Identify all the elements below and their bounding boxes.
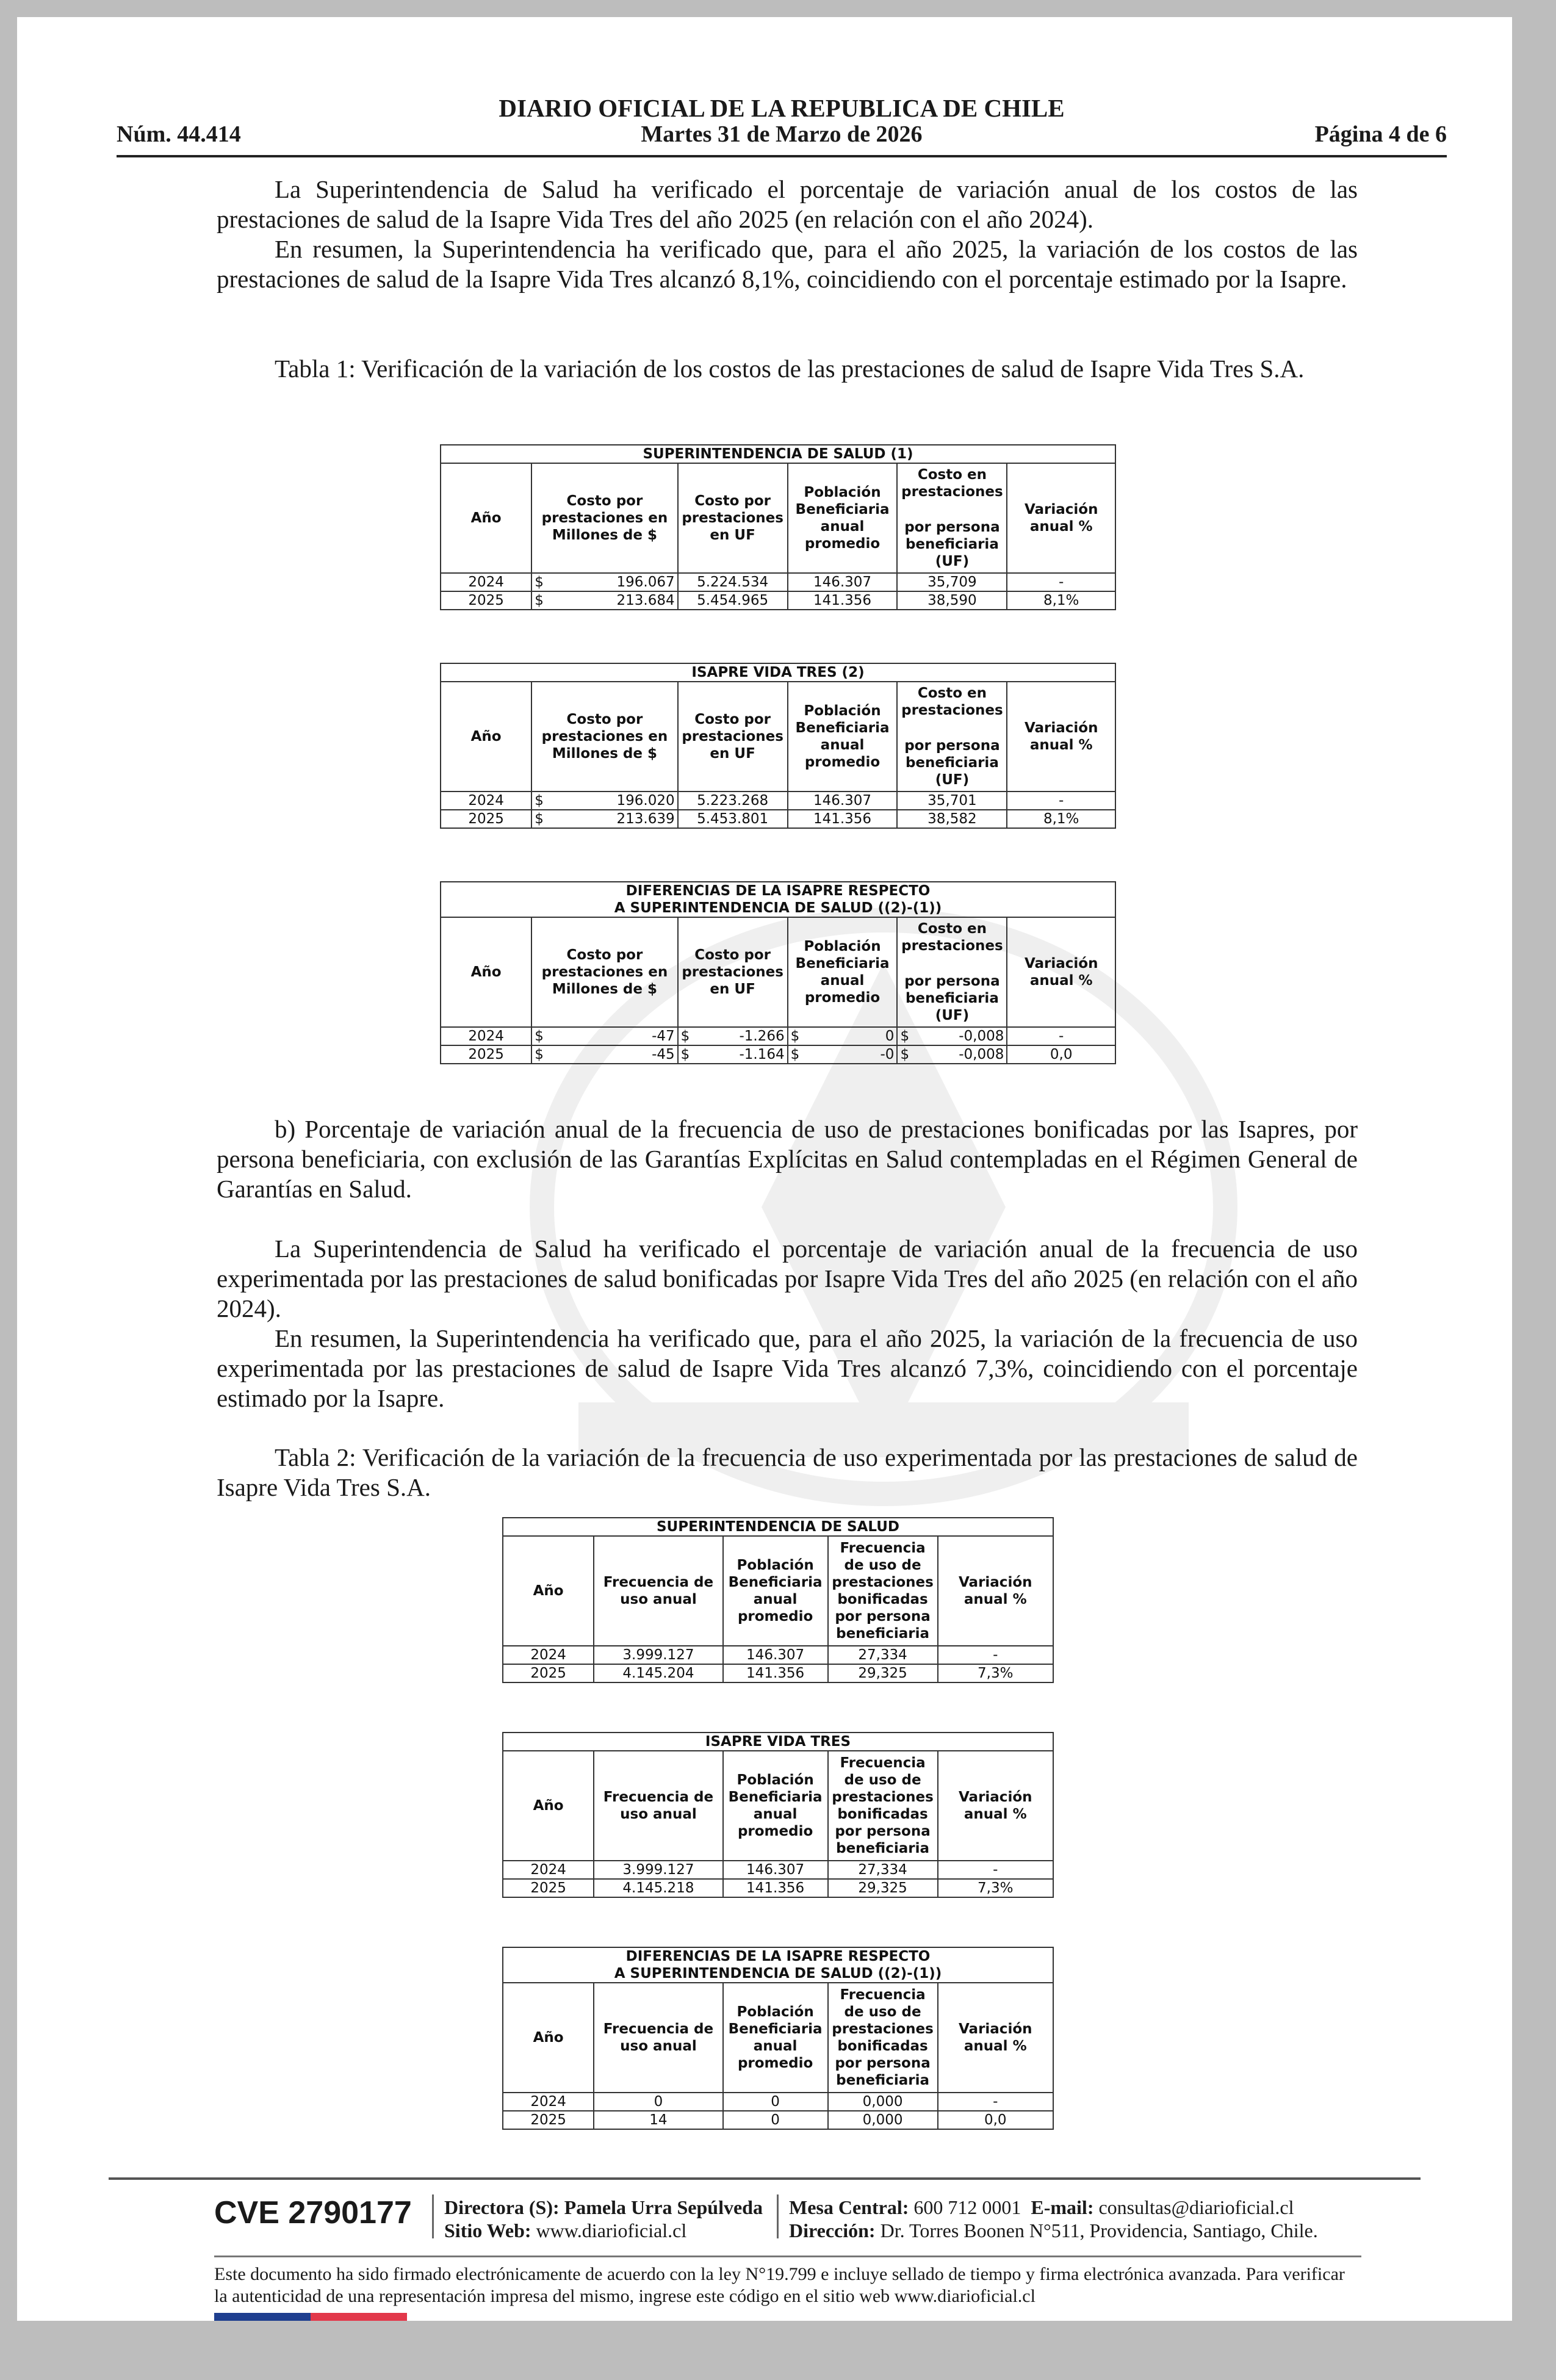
table-row: 2024 $ 196.067 5.224.534 146.307 35,709 - [441,573,1115,591]
col-header: Variación anual % [938,1751,1053,1861]
col-header: Costo por prestaciones en UF [678,682,788,792]
cve-code: CVE 2790177 [214,2195,412,2230]
col-header: Frecuencia de uso anual [594,1536,722,1646]
table-row: 2025 4.145.218 141.356 29,325 7,3% [503,1879,1053,1897]
divider [777,2194,779,2238]
email-link[interactable]: consultas@diarioficial.cl [1098,2196,1294,2218]
col-header: Costo en prestaciones por persona beneficiaria (UF) [897,463,1007,573]
col-header: Frecuencia de uso anual [594,1751,722,1861]
col-header: Año [503,1751,594,1861]
document-page [17,17,1512,2321]
table-row: 2024 $ -47 $ -1.266 $ 0 $ -0,008 - [441,1027,1115,1045]
col-header: Población Beneficiaria anual promedio [788,463,898,573]
issue-number: Núm. 44.414 [117,121,241,147]
col-header: Costo por prestaciones en Millones de $ [531,917,677,1027]
freq-table-isapre [502,1732,1054,1898]
footer-directora: Directora (S): Pamela Urra Sepúlveda Sitio Web: www.diarioficial.cl [444,2196,763,2241]
table-row: 2025 $ 213.639 5.453.801 141.356 38,582 8,1% [441,810,1115,828]
col-header: Costo por prestaciones en UF [678,463,788,573]
table-row: 2024 3.999.127 146.307 27,334 - [503,1646,1053,1664]
col-header: Costo en prestaciones por persona beneficiaria (UF) [897,682,1007,792]
legal-notice: Este documento ha sido firmado electrónicamente de acuerdo con la ley N°19.799 e incluye sellado de tiempo y firma electrónica avanzada. Para verificar la autenticidad de una representación impresa del mismo, ingrese este código en el sitio web www.diarioficial.cl [214,2256,1361,2307]
table-title: SUPERINTENDENCIA DE SALUD (1) [441,445,1115,463]
table-title: ISAPRE VIDA TRES (2) [441,663,1115,682]
paragraph: En resumen, la Superintendencia ha verificado que, para el año 2025, la variación de los costos de las prestaciones de salud de la Isapre Vida Tres alcanzó 8,1%, coincidiendo con el porcentaje estimado por la Isapre. [217,235,1358,293]
col-header: Frecuencia de uso anual [594,1983,722,2093]
table-row: 2025 $ -45 $ -1.164 $ -0 $ -0,008 0,0 [441,1045,1115,1064]
table-caption: Tabla 1: Verificación de la variación de los costos de las prestaciones de salud de Isapre Vida Tres S.A. [275,355,1305,383]
table-caption: Tabla 2: Verificación de la variación de la frecuencia de uso experimentada por las prestaciones de salud de Isapre Vida Tres S.A. [217,1443,1358,1501]
col-header: Población Beneficiaria anual promedio [788,682,898,792]
col-header: Variación anual % [938,1536,1053,1646]
cost-table-isapre [440,663,1116,829]
paragraph: La Superintendencia de Salud ha verificado el porcentaje de variación anual de los costos de las prestaciones de salud de la Isapre Vida Tres del año 2025 (en relación con el año 2024). [217,175,1358,233]
col-header: Población Beneficiaria anual promedio [723,1536,828,1646]
page-header [117,75,1447,160]
newspaper-title: DIARIO OFICIAL DE LA REPUBLICA DE CHILE [499,94,1065,122]
col-header: Costo por prestaciones en Millones de $ [531,463,677,573]
table-title: ISAPRE VIDA TRES [503,1733,1053,1751]
col-header: Variación anual % [1007,682,1115,792]
col-header: Frecuencia de uso de prestaciones bonificadas por persona beneficiaria [828,1751,938,1861]
table-row: 2025 $ 213.684 5.454.965 141.356 38,590 8,1% [441,591,1115,610]
divider [432,2194,434,2238]
freq-table-superintendencia [502,1517,1054,1683]
cost-table-differences [440,881,1116,1064]
footer-contact: Mesa Central: 600 712 0001 E-mail: consultas@diarioficial.cl Dirección: Dr. Torres Boonen N°511, Providencia, Santiago, Chile. [789,2196,1318,2241]
table-title: DIFERENCIAS DE LA ISAPRE RESPECTO A SUPERINTENDENCIA DE SALUD ((2)-(1)) [441,882,1115,917]
col-header: Población Beneficiaria anual promedio [788,917,898,1027]
col-header: Variación anual % [1007,917,1115,1027]
issue-date: Martes 31 de Marzo de 2026 [641,121,923,147]
flag-stripe-blue [214,2313,311,2321]
col-header: Año [503,1536,594,1646]
col-header: Población Beneficiaria anual promedio [723,1983,828,2093]
col-header: Variación anual % [1007,463,1115,573]
col-header: Variación anual % [938,1983,1053,2093]
site-link[interactable]: www.diarioficial.cl [536,2220,687,2241]
flag-stripe-red [311,2313,407,2321]
col-header: Frecuencia de uso de prestaciones bonificadas por persona beneficiaria [828,1536,938,1646]
col-header: Costo en prestaciones por persona beneficiaria (UF) [897,917,1007,1027]
table-row: 2024 $ 196.020 5.223.268 146.307 35,701 - [441,792,1115,810]
col-header: Año [503,1983,594,2093]
col-header: Frecuencia de uso de prestaciones bonificadas por persona beneficiaria [828,1983,938,2093]
col-header: Año [441,917,531,1027]
table-row: 2025 14 0 0,000 0,0 [503,2111,1053,2129]
paragraph: La Superintendencia de Salud ha verificado el porcentaje de variación anual de la frecuencia de uso experimentada por las prestaciones de salud bonificadas por Isapre Vida Tres del año 2025 (en relación con el año 2024). [217,1235,1358,1322]
paragraph: b) Porcentaje de variación anual de la frecuencia de uso de prestaciones bonificadas por las Isapres, por persona beneficiaria, con exclusión de las Garantías Explícitas en Salud contempladas en el Régimen General de Garantías en Salud. [217,1115,1358,1203]
freq-table-differences [502,1947,1054,2130]
cost-table-superintendencia [440,444,1116,610]
table-row: 2024 3.999.127 146.307 27,334 - [503,1861,1053,1879]
col-header: Costo por prestaciones en UF [678,917,788,1027]
col-header: Población Beneficiaria anual promedio [723,1751,828,1861]
header-rule [117,155,1447,157]
col-header: Año [441,682,531,792]
table-title: DIFERENCIAS DE LA ISAPRE RESPECTO A SUPERINTENDENCIA DE SALUD ((2)-(1)) [503,1947,1053,1983]
table-row: 2025 4.145.204 141.356 29,325 7,3% [503,1664,1053,1682]
footer-rule [109,2177,1421,2180]
paragraph: En resumen, la Superintendencia ha verificado que, para el año 2025, la variación de la frecuencia de uso experimentada por las prestaciones de salud de Isapre Vida Tres alcanzó 7,3%, coincidiendo con el porcentaje estimado por la Isapre. [217,1324,1358,1412]
col-header: Año [441,463,531,573]
table-row: 2024 0 0 0,000 - [503,2093,1053,2111]
col-header: Costo por prestaciones en Millones de $ [531,682,677,792]
page-number: Página 4 de 6 [1314,121,1447,147]
table-title: SUPERINTENDENCIA DE SALUD [503,1518,1053,1536]
